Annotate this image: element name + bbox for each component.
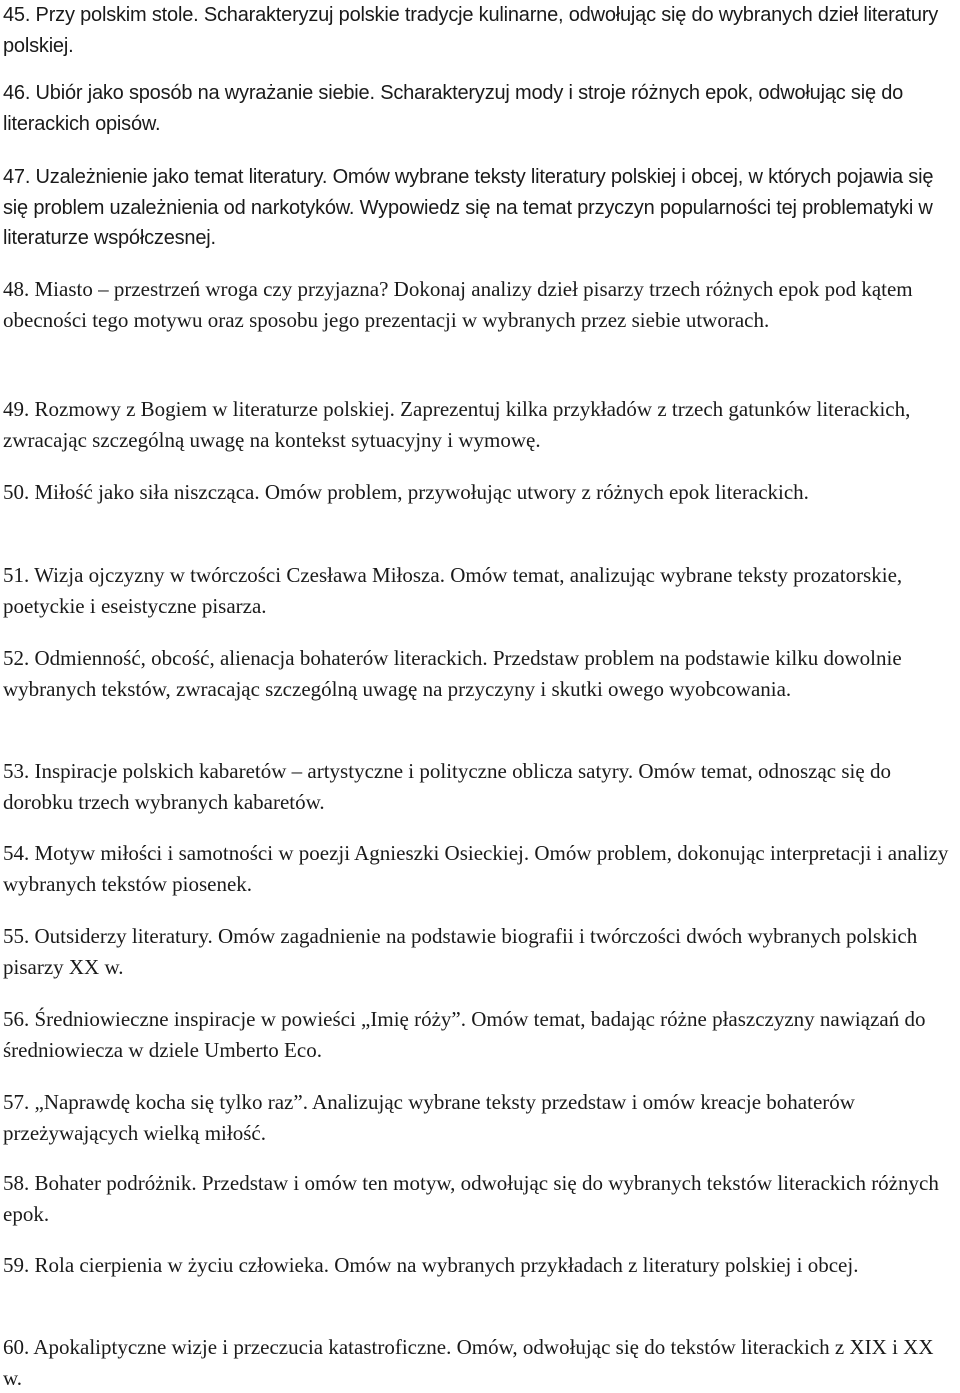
topic-46	[3, 78, 957, 139]
topic-title: 55. Outsiderzy literatury.	[3, 924, 213, 948]
topic-48	[3, 274, 957, 335]
topic-title: 49. Rozmowy z Bogiem w literaturze polskiej.	[3, 397, 395, 421]
topic-title: 60. Apokaliptyczne wizje i przeczucia katastroficzne.	[3, 1335, 452, 1359]
topic-title: 59. Rola cierpienia w życiu człowieka.	[3, 1253, 329, 1277]
topic-47	[3, 162, 957, 254]
topic-body: Scharakteryzuj polskie tradycje kulinarne, odwołując się do wybranych dzieł literatury polskiej.	[3, 4, 939, 57]
topic-53	[3, 756, 957, 817]
topic-title: 45. Przy polskim stole.	[3, 4, 199, 26]
topic-body: Przedstaw i omów ten motyw, odwołując się do wybranych tekstów literackich różnych epok.	[3, 1171, 939, 1226]
topic-title: 54. Motyw miłości i samotności w poezji Agnieszki Osieckiej.	[3, 841, 530, 865]
topic-60	[3, 1332, 957, 1393]
topic-body: Omów wybrane teksty literatury polskiej i obcej, w których pojawia się się problem uzależnienia od narkotyków. Wypowiedz się na temat przyczyn popularności tej problematyki w literaturze współczesnej.	[3, 166, 934, 249]
topic-body: Omów zagadnienie na podstawie biografii i twórczości dwóch wybranych polskich pisarzy XX w.	[3, 924, 918, 979]
topic-title: 56. Średniowieczne inspiracje w powieści „Imię róży”.	[3, 1007, 466, 1031]
topic-body: Omów temat, analizując wybrane teksty prozatorskie, poetyckie i eseistyczne pisarza.	[3, 563, 903, 618]
topic-51	[3, 560, 957, 621]
topic-title: 58. Bohater podróżnik.	[3, 1171, 197, 1195]
topic-title: 51. Wizja ojczyzny w twórczości Czesława Miłosza.	[3, 563, 445, 587]
topic-45	[3, 0, 957, 61]
topic-49	[3, 394, 957, 455]
topic-body: Omów temat, badając różne płaszczyzny nawiązań do średniowiecza w dziele Umberto Eco.	[3, 1007, 926, 1062]
topic-title: 48. Miasto – przestrzeń wroga czy przyjazna?	[3, 277, 389, 301]
topic-body: Przedstaw problem na podstawie kilku dowolnie wybranych tekstów, zwracając szczególną uwagę na przyczyny i skutki owego wyobcowania.	[3, 646, 902, 701]
topic-body: Omów problem, przywołując utwory z różnych epok literackich.	[264, 480, 809, 504]
topic-title: 53. Inspiracje polskich kabaretów – artystyczne i polityczne oblicza satyry.	[3, 759, 634, 783]
topic-body: Omów na wybranych przykładach z literatury polskiej i obcej.	[334, 1253, 859, 1277]
topic-body: Dokonaj analizy dzieł pisarzy trzech różnych epok pod kątem obecności tego motywu oraz sposobu jego prezentacji w wybranych przez siebie utworach.	[3, 277, 913, 332]
topic-body: Zaprezentuj kilka przykładów z trzech gatunków literackich, zwracając szczególną uwagę na kontekst sytuacyjny i wymowę.	[3, 397, 911, 452]
topic-body: Scharakteryzuj mody i stroje różnych epok, odwołując się do literackich opisów.	[3, 82, 904, 135]
topic-body: Analizując wybrane teksty przedstaw i omów kreacje bohaterów przeżywających wielką miłość.	[3, 1090, 855, 1145]
topic-body: Omów, odwołując się do tekstów literackich z XIX i XX w.	[3, 1335, 934, 1390]
topic-58	[3, 1168, 957, 1229]
topic-57	[3, 1087, 957, 1148]
topic-title: 46. Ubiór jako sposób na wyrażanie siebie.	[3, 82, 375, 104]
topic-body: Omów temat, odnosząc się do dorobku trzech wybranych kabaretów.	[3, 759, 891, 814]
topic-59	[3, 1250, 957, 1281]
topic-52	[3, 643, 957, 704]
topic-title: 57. „Naprawdę kocha się tylko raz”.	[3, 1090, 308, 1114]
topic-56	[3, 1004, 957, 1065]
topic-title: 47. Uzależnienie jako temat literatury.	[3, 166, 328, 188]
topic-50	[3, 477, 957, 508]
topic-body: Omów problem, dokonując interpretacji i analizy wybranych tekstów piosenek.	[3, 841, 949, 896]
topic-55	[3, 921, 957, 982]
topic-title: 50. Miłość jako siła niszcząca.	[3, 480, 260, 504]
topic-title: 52. Odmienność, obcość, alienacja bohaterów literackich.	[3, 646, 488, 670]
topic-54	[3, 838, 957, 899]
